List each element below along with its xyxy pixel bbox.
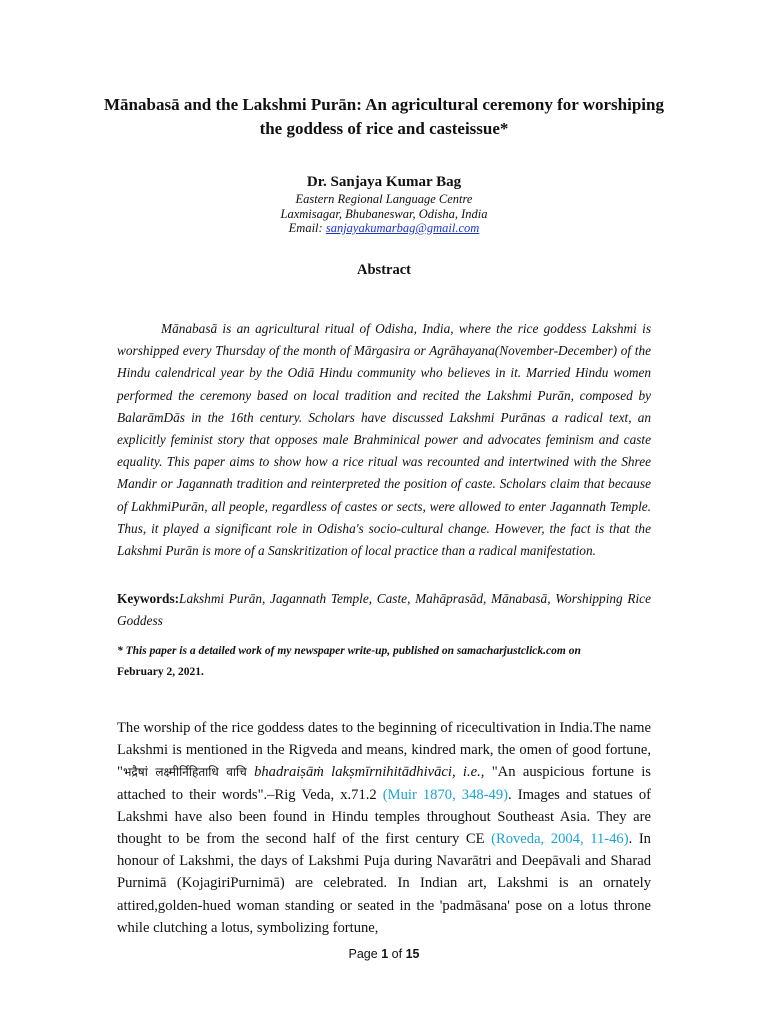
author-name: Dr. Sanjaya Kumar Bag — [306, 174, 462, 190]
page-footer — [0, 947, 768, 961]
paper-title: Mānabasā and the Lakshmi Purān: An agricultural ceremony for worshiping the goddess of rice and casteissue* — [104, 95, 664, 138]
keywords-list: Lakshmi Purān, Jagannath Temple, Caste, Mahāprasād, Mānabasā, Worshipping Rice Goddess — [117, 591, 651, 628]
email-label: Email: — [288, 221, 323, 235]
affiliation-email-line — [0, 221, 768, 236]
body-text-2: , "An auspicious fortune is attached to their words".–Rig Veda, x.71.2 — [117, 764, 651, 803]
affiliation-org: Eastern Regional Language Centre — [295, 192, 473, 206]
footnote-date: February 2, 2021. — [117, 666, 204, 678]
body-text-3: . Images and statues of Lakshmi have also been found in Hindu temples throughout Southeast Asia. They are thought to be from the second half of the first century CE — [117, 786, 651, 848]
body-text-1: The worship of the rice goddess dates to the beginning of ricecultivation in India.The name Lakshmi is mentioned in the Rigveda and means, kindred mark, the omen of good fortune, " — [117, 720, 651, 781]
citation-muir[interactable]: (Muir 1870, 348-49) — [382, 786, 508, 803]
abstract-body — [117, 318, 651, 562]
keywords — [117, 588, 651, 632]
abstract-paragraph: Mānabasā is an agricultural ritual of Odisha, India, where the rice goddess Lakshmi is worshipped every Thursday of the month of Mārgasira or Agrāhayana(November-December) of the Hindu calendrical year by the Odiā Hindu community who believes in it. Married Hindu women performed the ceremony based on local tradition and recited the Lakshmi Purān, composed by BalarāmDās in the 16th century. Scholars have discussed Lakshmi Purānas a radical text, an explicitly feminist story that opposes male Brahminical power and advocates feminism and caste equality. This paper aims to show how a rice ritual was recounted and intertwined with the Shree Mandir or Jagannath tradition and reinterpreted the position of caste. Scholars claim that because of LakhmiPurān, all people, regardless of castes or sects, were allowed to enter Jagannath Temple. Thus, it played a significant role in Odisha's socio-cultural change. However, the fact is that the Lakshmi Purān is more of a Sanskritization of local practice than a radical manifestation. — [117, 321, 651, 559]
abstract-heading: Abstract — [357, 262, 411, 278]
of-label: of — [391, 947, 403, 961]
page-label: Page — [348, 947, 378, 961]
citation-roveda[interactable]: (Roveda, 2004, 11-46) — [491, 831, 629, 848]
footnote — [117, 641, 651, 683]
keywords-label: Keywords: — [117, 591, 180, 606]
affiliation-address: Laxmisagar, Bhubaneswar, Odisha, India — [280, 206, 488, 221]
page-total: 15 — [405, 947, 420, 961]
devanagari-quote: भद्रैषां लक्ष्मीर्निहिताधि वाचि — [122, 765, 247, 780]
footnote-text: * This paper is a detailed work of my newspaper write-up, published on samacharjustclick.com on — [117, 645, 581, 657]
body-paragraph — [117, 717, 651, 939]
email-link[interactable]: sanjayakumarbag@gmail.com — [325, 221, 480, 235]
page-number: 1 — [381, 947, 389, 961]
body-text-4: . In honour of Lakshmi, the days of Lakshmi Puja during Navarātri and Deepāvali and Sharad Purnimā (KojagiriPurnimā) are celebrated. In Indian art, Lakshmi is an ornately attired,golden-hued woman standing or seated in the 'padmāsana' pose on a lotus throne while clutching a lotus, symbolizing fortune, — [117, 831, 651, 936]
transliteration: bhadraiṣāṁ lakṣmīrnihitādhivāci, i.e. — [246, 764, 481, 781]
author-affiliation — [0, 192, 768, 236]
